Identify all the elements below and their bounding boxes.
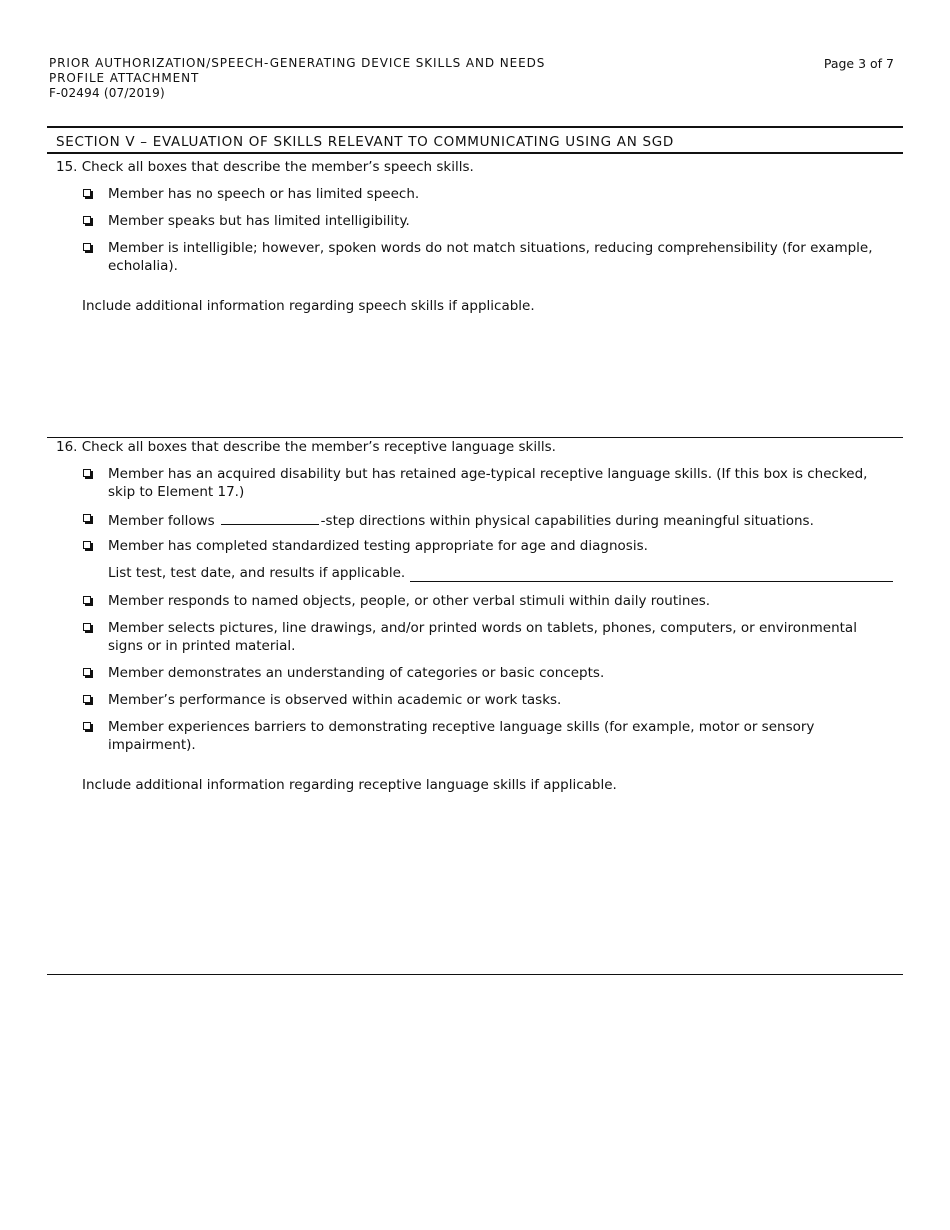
option-label: Member experiences barriers to demonstrating receptive language skills (for example, motor or sensory impairment). bbox=[108, 719, 815, 753]
checkbox-icon[interactable] bbox=[83, 695, 91, 703]
checkbox-icon[interactable] bbox=[83, 514, 91, 522]
option-label: Member’s performance is observed within academic or work tasks. bbox=[108, 692, 562, 708]
form-header bbox=[49, 56, 545, 101]
question-16-prompt: 16. Check all boxes that describe the member’s receptive language skills. bbox=[56, 439, 556, 455]
option-label: Member responds to named objects, people, or other verbal stimuli within daily routines. bbox=[108, 593, 711, 609]
checkbox-icon[interactable] bbox=[83, 469, 91, 477]
checkbox-icon[interactable] bbox=[83, 541, 91, 549]
checkbox-icon[interactable] bbox=[83, 243, 91, 251]
option-label: Member is intelligible; however, spoken words do not match situations, reducing comprehensibility (for example, echolalia). bbox=[108, 240, 873, 274]
form-title-line1: PRIOR AUTHORIZATION/SPEECH-GENERATING DEVICE SKILLS AND NEEDS bbox=[49, 56, 546, 70]
q16-additional-label: Include additional information regarding receptive language skills if applicable. bbox=[82, 777, 617, 793]
q15-option-no-speech[interactable] bbox=[82, 185, 882, 203]
q15-option-limited-intelligibility[interactable] bbox=[82, 212, 882, 230]
checkbox-icon[interactable] bbox=[83, 623, 91, 631]
q16-option-categories[interactable] bbox=[82, 664, 882, 682]
option-label: Member demonstrates an understanding of categories or basic concepts. bbox=[108, 665, 605, 681]
q15-option-echolalia[interactable] bbox=[82, 239, 882, 275]
q16-option-step-directions[interactable] bbox=[82, 510, 882, 530]
q16-option-named-objects[interactable] bbox=[82, 592, 882, 610]
page-number: Page 3 of 7 bbox=[823, 56, 894, 71]
section-title: SECTION V – EVALUATION OF SKILLS RELEVANT TO COMMUNICATING USING AN SGD bbox=[47, 126, 903, 154]
option-label bbox=[108, 510, 882, 530]
checkbox-icon[interactable] bbox=[83, 722, 91, 730]
test-results-label: List test, test date, and results if applicable. bbox=[108, 565, 406, 581]
checkbox-icon[interactable] bbox=[83, 189, 91, 197]
form-number: F-02494 (07/2019) bbox=[49, 86, 165, 100]
form-title-line2: PROFILE ATTACHMENT bbox=[49, 71, 200, 85]
divider bbox=[47, 974, 903, 975]
option-label: Member has no speech or has limited speech. bbox=[108, 186, 420, 202]
option-label: Member has completed standardized testing appropriate for age and diagnosis. bbox=[108, 538, 648, 554]
option-label: Member has an acquired disability but has retained age-typical receptive language skills. (If this box is checked, skip to Element 17.) bbox=[108, 466, 868, 500]
option-label: Member speaks but has limited intelligibility. bbox=[108, 213, 410, 229]
option-label-post: -step directions within physical capabilities during meaningful situations. bbox=[320, 513, 814, 529]
question-15-prompt: 15. Check all boxes that describe the member’s speech skills. bbox=[56, 159, 474, 175]
option-label-pre: Member follows bbox=[108, 513, 215, 529]
test-results-field[interactable] bbox=[410, 581, 893, 582]
q16-option-acquired-disability[interactable] bbox=[82, 465, 882, 501]
q16-option-selects-pictures[interactable] bbox=[82, 619, 882, 655]
q16-option-standardized-testing[interactable] bbox=[82, 537, 882, 555]
step-count-field[interactable] bbox=[221, 510, 319, 525]
checkbox-icon[interactable] bbox=[83, 216, 91, 224]
q16-option-academic-work[interactable] bbox=[82, 691, 882, 709]
q15-additional-label: Include additional information regarding speech skills if applicable. bbox=[82, 298, 535, 314]
q16-option-barriers[interactable] bbox=[82, 718, 882, 754]
option-label: Member selects pictures, line drawings, and/or printed words on tablets, phones, computers, or environmental signs or in printed material. bbox=[108, 620, 857, 654]
checkbox-icon[interactable] bbox=[83, 596, 91, 604]
checkbox-icon[interactable] bbox=[83, 668, 91, 676]
